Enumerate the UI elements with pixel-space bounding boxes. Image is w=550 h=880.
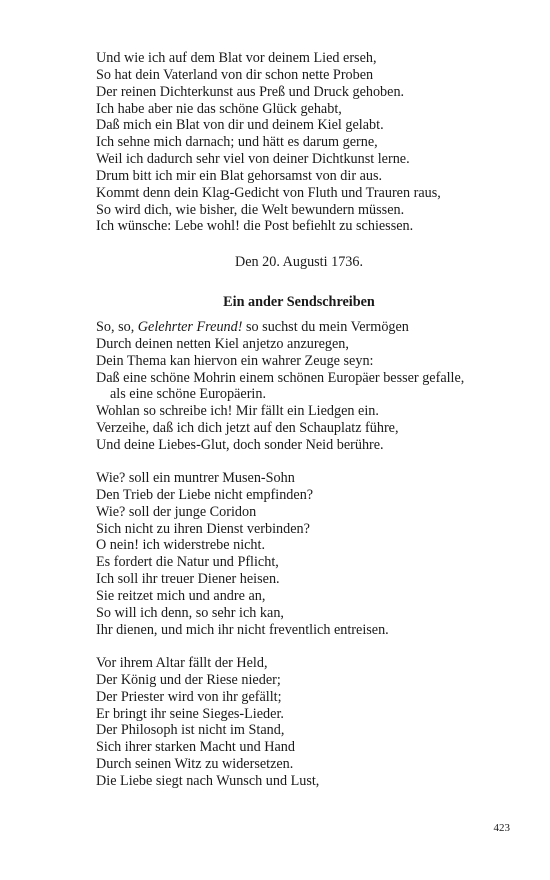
verse-line: Vor ihrem Altar fällt der Held, (96, 655, 268, 671)
page-number: 423 (493, 822, 510, 834)
verse-line: So will ich denn, so sehr ich kan, (96, 604, 284, 621)
verse-line: Die Liebe siegt nach Wunsch und Lust, (96, 772, 320, 789)
verse-line: Sich nicht zu ihren Dienst verbinden? (96, 520, 310, 537)
verse-line: Ich soll ihr treuer Diener heisen. (96, 571, 280, 588)
verse-line: Es fordert die Natur und Pflicht, (96, 554, 279, 571)
date-line: Den 20. Augusti 1736. (234, 254, 364, 270)
verse-line: Wohlan so schreibe ich! Mir fällt ein Liedgen ein. (96, 403, 379, 420)
verse-line (96, 319, 516, 336)
verse-line: Der Philosoph ist nicht im Stand, (96, 722, 285, 739)
verse-line: So hat dein Vaterland von dir schon nette Proben (96, 66, 374, 83)
verse-line: Und wie ich auf dem Blat vor deinem Lied erseh, (96, 50, 377, 66)
verse-line: Verzeihe, daß ich dich jetzt auf den Schauplatz führe, (96, 420, 399, 437)
verse-line: Ich habe aber nie das schöne Glück gehabt, (96, 100, 342, 117)
verse-line: O nein! ich widerstrebe nicht. (96, 537, 266, 554)
verse-line: Wie? soll ein muntrer Musen-Sohn (96, 470, 295, 486)
verse-emphasis: Gelehrter Freund! (137, 319, 243, 335)
verse-text: so suchst du mein Vermögen (242, 319, 409, 335)
poem-stanza-2 (96, 319, 516, 454)
verse-line: Drum bitt ich mir ein Blat gehorsamst von dir aus. (96, 167, 383, 184)
verse-line-continuation: als eine schöne Europäerin. (110, 386, 267, 403)
verse-line: Der König und der Riese nieder; (96, 671, 281, 688)
verse-line: Ihr dienen, und mich ihr nicht freventlich entreisen. (96, 621, 389, 638)
verse-line: Wie? soll der junge Coridon (96, 503, 257, 520)
verse-line: Daß mich ein Blat von dir und deinem Kiel gelabt. (96, 117, 384, 134)
verse-line: Kommt denn dein Klag-Gedicht von Fluth und Trauren raus, (96, 184, 441, 201)
verse-line: Durch seinen Witz zu widersetzen. (96, 756, 294, 773)
verse-line: Sich ihrer starken Macht und Hand (96, 739, 295, 756)
verse-line: Der reinen Dichterkunst aus Preß und Druck gehoben. (96, 83, 405, 100)
verse-line: So wird dich, wie bisher, die Welt bewundern müssen. (96, 201, 405, 218)
verse-line: Weil ich dadurch sehr viel von deiner Dichtkunst lerne. (96, 151, 410, 168)
poem-stanza-4 (96, 655, 516, 790)
verse-line: Der Priester wird von ihr gefällt; (96, 688, 282, 705)
verse-line: Ich sehne mich darnach; und hätt es darum gerne, (96, 134, 378, 151)
section-heading: Ein ander Sendschreiben (223, 294, 375, 310)
verse-line: Und deine Liebes-Glut, doch sonder Neid berühre. (96, 436, 384, 453)
verse-line: Er bringt ihr seine Sieges-Lieder. (96, 705, 284, 722)
verse-line: Durch deinen netten Kiel anjetzo anzuregen, (96, 335, 349, 352)
verse-line: Sie reitzet mich und andre an, (96, 587, 266, 604)
verse-line: Den Trieb der Liebe nicht empfinden? (96, 486, 314, 503)
verse-line: Dein Thema kan hiervon ein wahrer Zeuge seyn: (96, 352, 374, 369)
poem-stanza-1 (96, 50, 516, 235)
verse-line: Daß eine schöne Mohrin einem schönen Europäer besser gefalle, (96, 369, 465, 386)
verse-line: Ich wünsche: Lebe wohl! die Post befiehlt zu schiessen. (96, 218, 414, 235)
verse-text: So, so, (96, 319, 138, 335)
poem-stanza-3 (96, 470, 516, 638)
